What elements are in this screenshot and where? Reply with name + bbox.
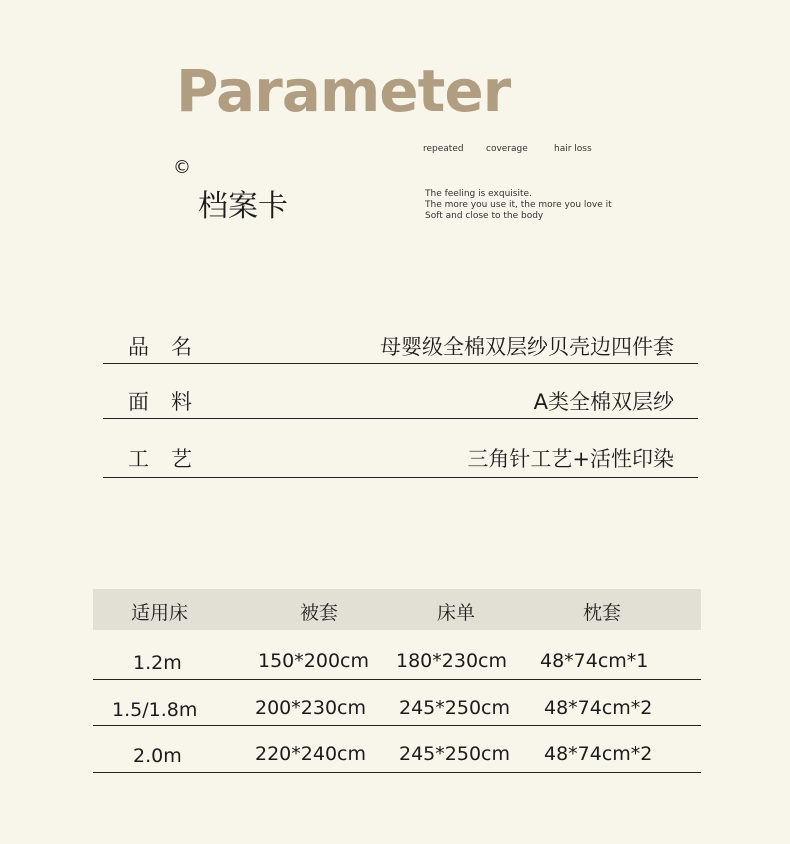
tag-item: hair loss <box>554 144 592 154</box>
spec-value: A类全棉双层纱 <box>533 390 674 414</box>
table-cell: 2.0m <box>133 745 182 767</box>
row-divider <box>93 772 701 773</box>
table-header <box>93 589 701 630</box>
tagline-line: The feeling is exquisite. <box>425 189 532 199</box>
tagline-line: The more you use it, the more you love it <box>425 200 612 210</box>
table-cell: 48*74cm*1 <box>540 650 649 672</box>
spec-row-craft <box>103 433 698 478</box>
spec-label: 工艺 <box>128 447 214 471</box>
spec-row-fabric <box>103 375 698 419</box>
copyright-icon: © <box>173 157 191 178</box>
spec-label: 面料 <box>128 390 214 414</box>
table-cell: 180*230cm <box>396 650 507 672</box>
table-header-cell: 适用床 <box>131 602 189 624</box>
row-divider <box>93 679 701 680</box>
table-cell: 1.5/1.8m <box>112 699 198 721</box>
spec-value: 三角针工艺+活性印染 <box>467 447 674 471</box>
tagline <box>425 189 612 222</box>
card-title: 档案卡 <box>198 189 288 224</box>
spec-row-product-name <box>103 322 698 364</box>
spec-value: 母婴级全棉双层纱贝壳边四件套 <box>380 335 674 359</box>
table-cell: 48*74cm*2 <box>544 697 653 719</box>
tag-item: repeated <box>423 144 464 154</box>
tag-item: coverage <box>486 144 528 154</box>
page-title: Parameter <box>176 57 511 125</box>
row-divider <box>93 725 701 726</box>
table-cell: 220*240cm <box>255 743 366 765</box>
table-header-cell: 被套 <box>300 602 339 624</box>
table-cell: 150*200cm <box>258 650 369 672</box>
spec-label: 品名 <box>128 335 214 359</box>
table-cell: 245*250cm <box>399 743 510 765</box>
table-cell: 245*250cm <box>399 697 510 719</box>
table-cell: 48*74cm*2 <box>544 743 653 765</box>
table-cell: 200*230cm <box>255 697 366 719</box>
tagline-line: Soft and close to the body <box>425 211 544 221</box>
table-header-cell: 枕套 <box>583 602 622 624</box>
table-header-cell: 床单 <box>437 602 476 624</box>
table-cell: 1.2m <box>133 652 182 674</box>
